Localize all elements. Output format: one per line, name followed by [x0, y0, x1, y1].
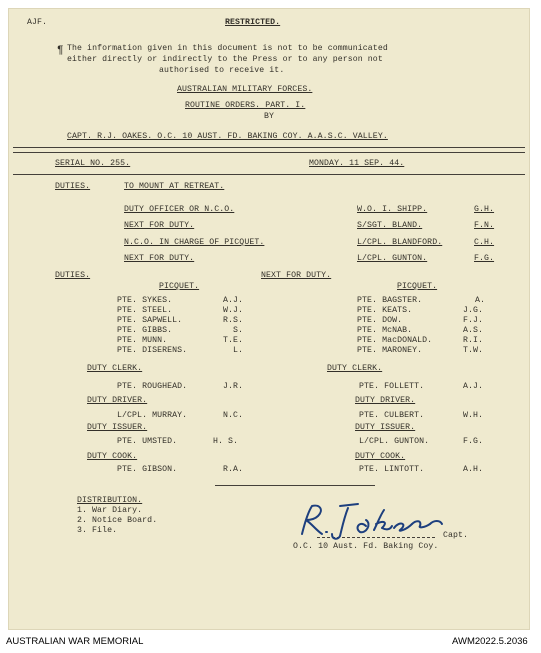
left-picquet-name: PTE. STEEL. — [117, 306, 173, 315]
assignment-name-left: PTE. ROUGHEAD. — [117, 382, 188, 391]
assignment-name-left: PTE. UMSTED. — [117, 437, 178, 446]
left-picquet-initials: R.S. — [223, 316, 244, 325]
left-picquet-name: PTE. SAPWELL. — [117, 316, 183, 325]
left-picquet-initials: S. — [233, 326, 244, 335]
signature-rank: Capt. — [443, 531, 469, 540]
left-picquet-initials: W.J. — [223, 306, 244, 315]
duty-row-label: NEXT FOR DUTY. — [124, 254, 195, 263]
duty-row-label: N.C.O. IN CHARGE OF PICQUET. — [124, 238, 265, 247]
right-picquet-initials: R.I. — [463, 336, 484, 345]
assignment-init-right: F.G. — [463, 437, 484, 446]
right-picquet-initials: A.S. — [463, 326, 484, 335]
serial-rule — [13, 174, 525, 175]
assignment-title-right: DUTY COOK. — [355, 452, 406, 461]
duty-row-person: S/SGT. BLAND. — [357, 221, 423, 230]
assignment-name-left: PTE. GIBSON. — [117, 465, 178, 474]
duty-row-initials: F.G. — [474, 254, 495, 263]
by-label: BY — [264, 112, 275, 121]
right-picquet-title: PICQUET. — [397, 282, 438, 291]
left-picquet-name: PTE. MUNN. — [117, 336, 168, 345]
assignment-title-right: DUTY ISSUER. — [355, 423, 416, 432]
duties-heading: DUTIES. — [55, 182, 91, 191]
assignment-title-left: DUTY DRIVER. — [87, 396, 148, 405]
assignment-init-left: H. S. — [213, 437, 239, 446]
right-picquet-name: PTE. BAGSTER. — [357, 296, 423, 305]
left-picquet-name: PTE. DISERENS. — [117, 346, 188, 355]
header-rule-top — [13, 147, 525, 148]
distribution-item: 1. War Diary. — [77, 506, 143, 515]
duty-row-initials: G.H. — [474, 205, 495, 214]
signature-office: O.C. 10 Aust. Fd. Baking Coy. — [293, 542, 439, 551]
classification-stamp: RESTRICTED. — [225, 18, 281, 27]
authority-line: CAPT. R.J. OAKES. O.C. 10 AUST. FD. BAKING COY. A.A.S.C. VALLEY. — [67, 132, 388, 141]
footer-institution: AUSTRALIAN WAR MEMORIAL — [6, 636, 144, 647]
left-picquet-title: PICQUET. — [159, 282, 200, 291]
duty-row-person: W.O. I. SHIPP. — [357, 205, 428, 214]
assignment-title-left: DUTY ISSUER. — [87, 423, 148, 432]
serial-number: SERIAL NO. 255. — [55, 159, 131, 168]
assignment-init-left: N.C. — [223, 411, 244, 420]
header-rule-bottom — [13, 152, 525, 153]
left-picquet-initials: L. — [233, 346, 244, 355]
handwritten-signature — [296, 498, 456, 544]
assignment-name-right: L/CPL. GUNTON. — [359, 437, 430, 446]
right-picquet-name: PTE. MacDONALD. — [357, 336, 433, 345]
notice-line-3: authorised to receive it. — [159, 66, 285, 75]
notice-line-2: either directly or indirectly to the Press or to any person not — [67, 55, 383, 64]
assignment-name-right: PTE. LINTOTT. — [359, 465, 425, 474]
archive-footer — [0, 630, 541, 653]
assignment-title-left: DUTY COOK. — [87, 452, 138, 461]
order-date: MONDAY. 11 SEP. 44. — [309, 159, 405, 168]
assignment-title-left: DUTY CLERK. — [87, 364, 143, 373]
duty-row-initials: C.H. — [474, 238, 495, 247]
assignment-init-right: A.H. — [463, 465, 484, 474]
right-picquet-name: PTE. DOW. — [357, 316, 403, 325]
left-picquet-name: PTE. GIBBS. — [117, 326, 173, 335]
assignment-name-right: PTE. FOLLETT. — [359, 382, 425, 391]
assignment-init-left: J.R. — [223, 382, 244, 391]
closing-rule — [215, 485, 375, 486]
assignment-init-right: W.H. — [463, 411, 484, 420]
assignment-init-right: A.J. — [463, 382, 484, 391]
org-title: AUSTRALIAN MILITARY FORCES. — [177, 85, 313, 94]
duty-row-person: L/CPL. GUNTON. — [357, 254, 428, 263]
assignment-init-left: R.A. — [223, 465, 244, 474]
left-picquet-initials: T.E. — [223, 336, 244, 345]
duties-heading-2: DUTIES. — [55, 271, 91, 280]
duty-row-label: NEXT FOR DUTY. — [124, 221, 195, 230]
left-picquet-initials: A.J. — [223, 296, 244, 305]
notice-line-1: The information given in this document is not to be communicated — [67, 44, 388, 53]
assignment-name-right: PTE. CULBERT. — [359, 411, 425, 420]
assignment-name-left: L/CPL. MURRAY. — [117, 411, 188, 420]
duty-row-label: DUTY OFFICER OR N.C.O. — [124, 205, 235, 214]
right-picquet-name: PTE. KEATS. — [357, 306, 413, 315]
duty-row-person: L/CPL. BLANDFORD. — [357, 238, 443, 247]
duty-row-initials: F.N. — [474, 221, 495, 230]
right-picquet-initials: F.J. — [463, 316, 484, 325]
distribution-item: 2. Notice Board. — [77, 516, 158, 525]
distribution-item: 3. File. — [77, 526, 118, 535]
distribution-title: DISTRIBUTION. — [77, 496, 143, 505]
right-picquet-initials: J.G. — [463, 306, 484, 315]
right-picquet-name: PTE. McNAB. — [357, 326, 413, 335]
assignment-title-right: DUTY CLERK. — [327, 364, 383, 373]
right-picquet-initials: T.W. — [463, 346, 484, 355]
assignment-title-right: DUTY DRIVER. — [355, 396, 416, 405]
paragraph-mark-icon: ¶ — [57, 45, 64, 57]
next-for-duty-heading: NEXT FOR DUTY. — [261, 271, 332, 280]
left-picquet-name: PTE. SYKES. — [117, 296, 173, 305]
footer-accession: AWM2022.5.2036 — [452, 636, 528, 647]
mount-subheading: TO MOUNT AT RETREAT. — [124, 182, 225, 191]
right-picquet-name: PTE. MARONEY. — [357, 346, 423, 355]
file-reference: AJF. — [27, 18, 48, 27]
right-picquet-initials: A. — [475, 296, 486, 305]
doc-title: ROUTINE ORDERS. PART. I. — [185, 101, 306, 110]
